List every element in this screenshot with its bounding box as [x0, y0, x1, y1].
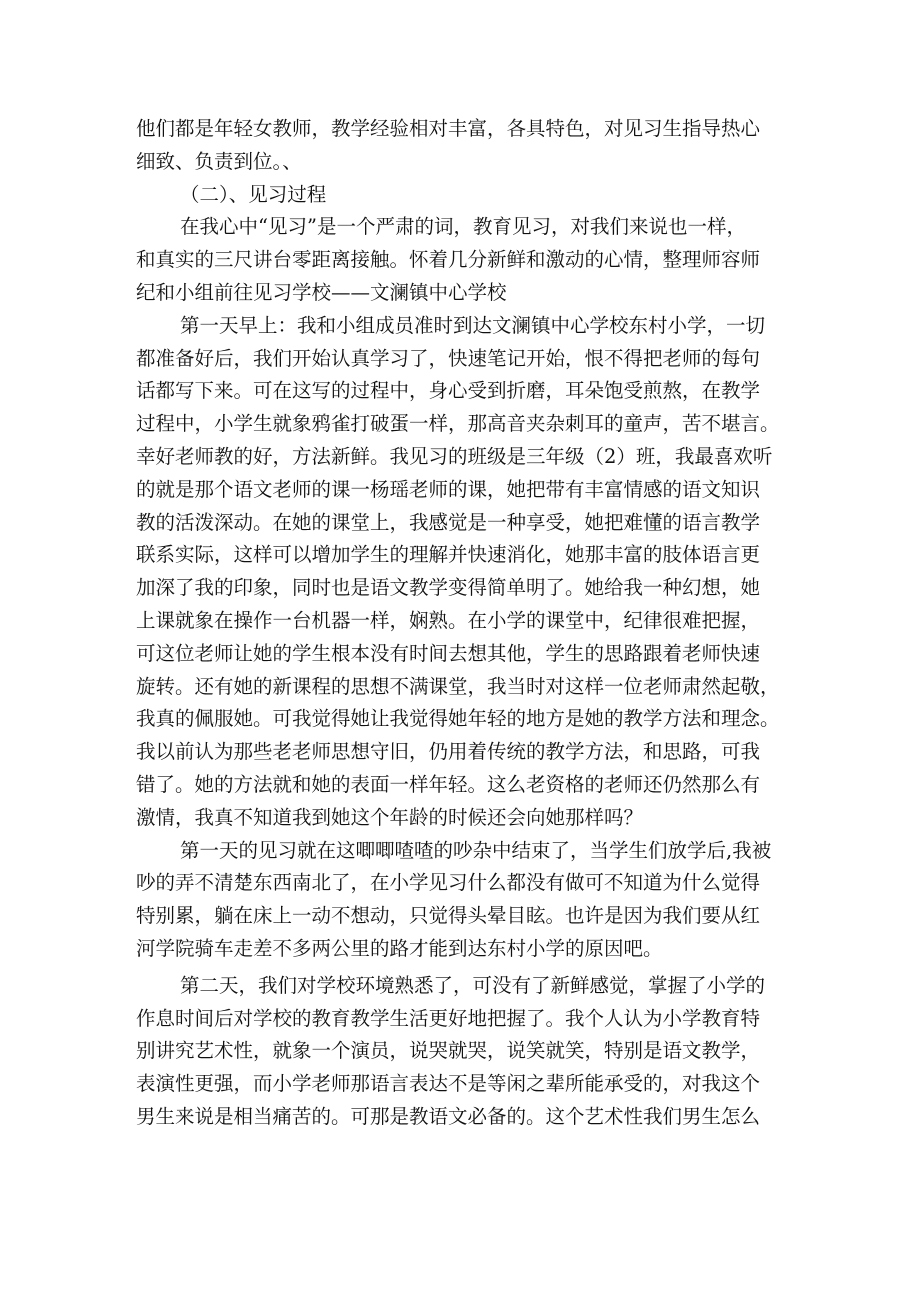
text-line: 教的活泼深动。在她的课堂上，我感觉是一种享受，她把难懂的语言教学: [136, 510, 761, 534]
text-line: 别讲究艺术性，就象一个演员，说哭就哭，说笑就笑，特别是语文教学，: [136, 1039, 761, 1063]
text-line: 我真的佩服她。可我觉得她让我觉得她年轻的地方是她的教学方法和理念。: [136, 707, 780, 731]
text-line: 可这位老师让她的学生根本没有时间去想其他，学生的思路跟着老师快速: [136, 641, 761, 665]
text-line: 细致、负责到位。、: [136, 149, 302, 173]
text-line: 话都写下来。可在这写的过程中，身心受到折磨，耳朵饱受煎熬，在教学: [136, 379, 761, 403]
text-line: 河学院骑车走差不多两公里的路才能到达东村小学的原因吧。: [136, 936, 663, 960]
text-line: 幸好老师教的好，方法新鲜。我见习的班级是三年级（2）班，我最喜欢听: [136, 444, 773, 468]
text-line: 错了。她的方法就和她的表面一样年轻。这么老资格的老师还仍然那么有: [136, 772, 761, 796]
text-line: 加深了我的印象，同时也是语文教学变得简单明了。她给我一种幻想，她: [136, 576, 761, 600]
section-heading: （二）、见习过程: [180, 182, 327, 206]
text-line: 上课就象在操作一台机器一样，娴熟。在小学的课堂中，纪律很难把握，: [136, 608, 761, 632]
text-line: 我以前认为那些老老师思想守旧，仍用着传统的教学方法，和思路，可我: [136, 740, 761, 764]
text-line: 男生来说是相当痛苦的。可那是教语文必备的。这个艺术性我们男生怎么: [136, 1104, 761, 1128]
paragraph-start-line: 第一天早上：我和小组成员准时到达文澜镇中心学校东村小学，一切: [180, 313, 766, 337]
text-line: 联系实际，这样可以增加学生的理解并快速消化，她那丰富的肢体语言更: [136, 543, 761, 567]
text-line: 作息时间后对学校的教育教学生活更好地把握了。我个人认为小学教育特: [136, 1006, 761, 1030]
paragraph-start-line: 第一天的见习就在这唧唧喳喳的吵杂中结束了，当学生们放学后,我被: [180, 838, 772, 862]
text-line: 过程中，小学生就象鸦雀打破蛋一样，那高音夹杂刺耳的童声，苦不堪言。: [136, 412, 780, 436]
text-line: 的就是那个语文老师的课一杨瑶老师的课，她把带有丰富情感的语文知识: [136, 477, 761, 501]
text-line: 和真实的三尺讲台零距离接触。怀着几分新鲜和激动的心情，整理师容师: [136, 248, 761, 272]
text-line: 表演性更强，而小学老师那语言表达不是等闲之辈所能承受的，对我这个: [136, 1072, 761, 1096]
text-line: 纪和小组前往见习学校——文澜镇中心学校: [136, 280, 507, 304]
paragraph-start-line: 在我心中“见习”是一个严肃的词，教育见习，对我们来说也一样，: [180, 215, 746, 239]
document-body: [136, 113, 790, 1134]
text-line: 都准备好后，我们开始认真学习了，快速笔记开始，恨不得把老师的每句: [136, 346, 761, 370]
paragraph-start-line: 第二天，我们对学校环境熟悉了，可没有了新鲜感觉，掌握了小学的: [180, 973, 766, 997]
text-line: 吵的弄不清楚东西南北了，在小学见习什么都没有做可不知道为什么觉得: [136, 871, 761, 895]
text-line: 激情，我真不知道我到她这个年龄的时候还会向她那样吗？: [136, 805, 644, 829]
text-line: 旋转。还有她的新课程的思想不满课堂，我当时对这样一位老师肃然起敬，: [136, 674, 780, 698]
text-line: 他们都是年轻女教师，教学经验相对丰富，各具特色，对见习生指导热心: [136, 117, 761, 140]
text-line: 特别累，躺在床上一动不想动，只觉得头晕目眩。也许是因为我们要从红: [136, 904, 761, 928]
